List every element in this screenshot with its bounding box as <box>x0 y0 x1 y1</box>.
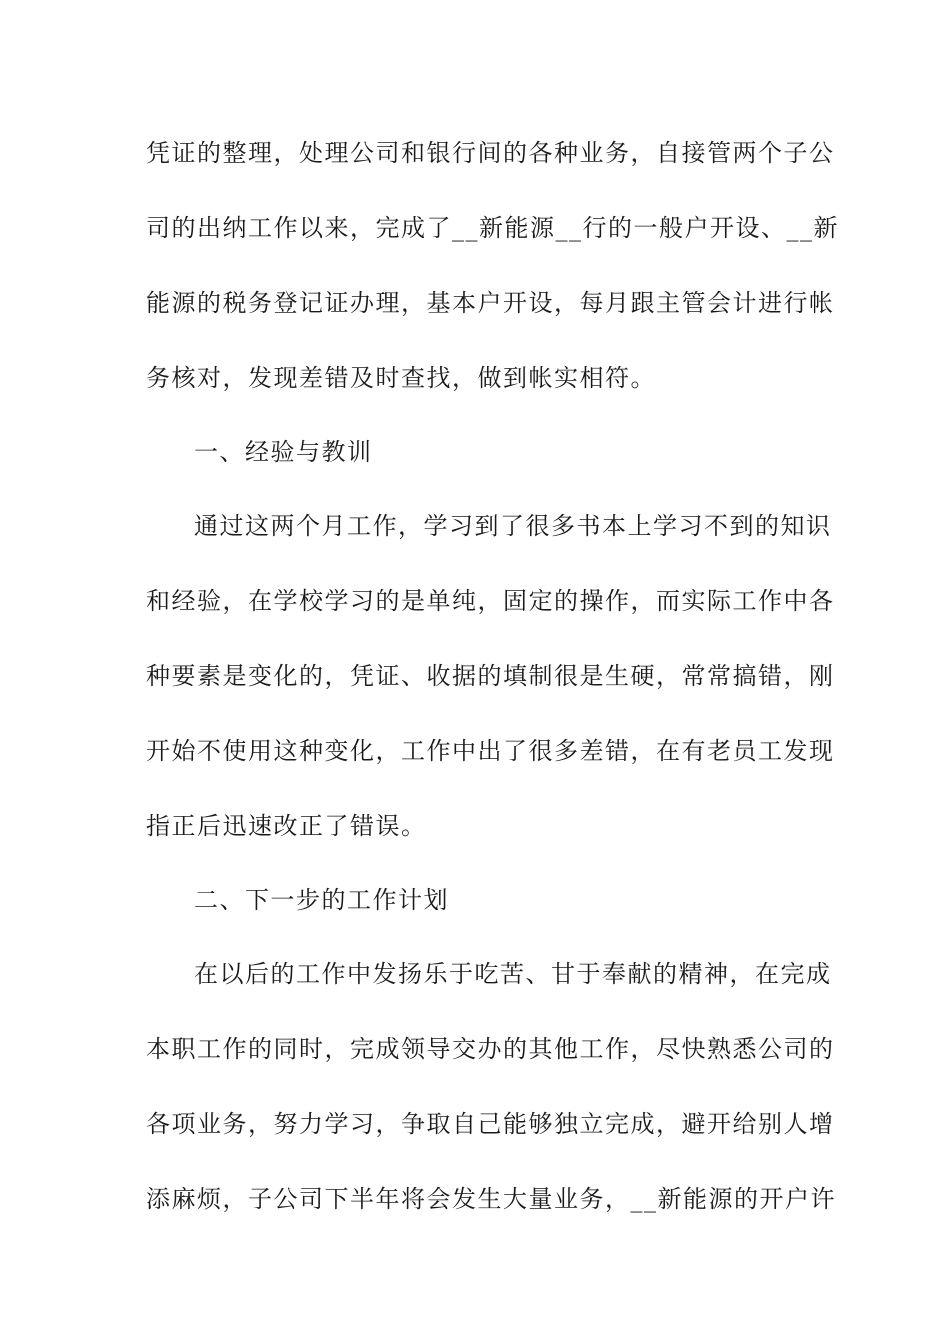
paragraph-3-line-1: 在以后的工作中发扬乐于吃苦、甘于奉献的精神，在完成 <box>194 960 832 988</box>
paragraph-3-line-4: 添麻烦，子公司下半年将会发生大量业务，__新能源的开户许 <box>146 1185 836 1213</box>
paragraph-2-line-2: 和经验，在学校学习的是单纯，固定的操作，而实际工作中各 <box>146 587 835 615</box>
paragraph-1-line-2: 司的出纳工作以来，完成了__新能源__行的一般户开设、__新 <box>146 214 839 242</box>
section-heading-next-plan: 二、下一步的工作计划 <box>194 886 449 914</box>
paragraph-1-line-4: 务核对，发现差错及时查找，做到帐实相符。 <box>146 364 656 392</box>
paragraph-1-line-1: 凭证的整理，处理公司和银行间的各种业务，自接管两个子公 <box>146 139 835 167</box>
paragraph-2-line-5: 指正后迅速改正了错误。 <box>146 812 427 840</box>
paragraph-1-line-3: 能源的税务登记证办理，基本户开设，每月跟主管会计进行帐 <box>146 289 835 317</box>
paragraph-2-line-4: 开始不使用这种变化，工作中出了很多差错，在有老员工发现 <box>146 737 835 765</box>
paragraph-3-line-2: 本职工作的同时，完成领导交办的其他工作，尽快熟悉公司的 <box>146 1035 835 1063</box>
section-heading-experience: 一、经验与教训 <box>194 438 373 466</box>
paragraph-2-line-3: 种要素是变化的，凭证、收据的填制很是生硬，常常搞错，刚 <box>146 662 835 690</box>
paragraph-3-line-3: 各项业务，努力学习，争取自己能够独立完成，避开给别人增 <box>146 1110 835 1138</box>
paragraph-2-line-1: 通过这两个月工作，学习到了很多书本上学习不到的知识 <box>194 512 832 540</box>
